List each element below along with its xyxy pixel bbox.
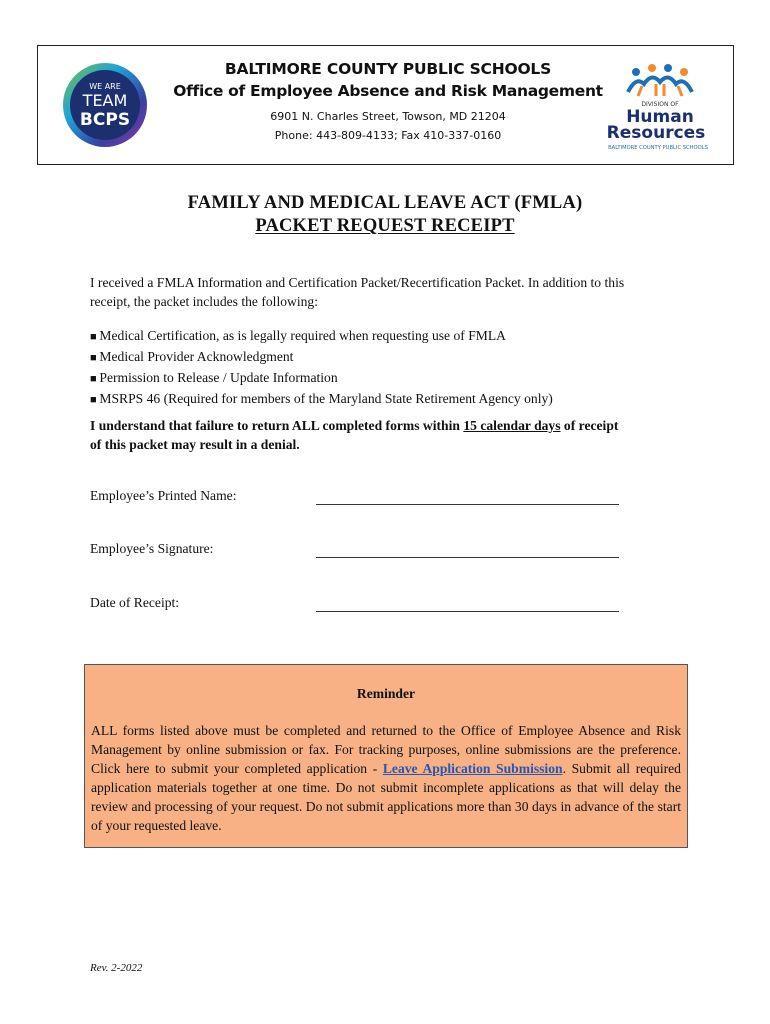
form-title: FAMILY AND MEDICAL LEAVE ACT (FMLA) bbox=[187, 193, 583, 213]
svg-text:BCPS: BCPS bbox=[79, 110, 131, 130]
svg-text:Resources: Resources bbox=[606, 123, 706, 143]
reminder-text: ALL forms listed above must be completed and returned to the Office of Employee Absence and Risk Management by online submission or fax. For tracking purposes, online submissions are the preference. Click here to submit your completed application - Leave Application Submission. Submit all required application materials together at one time. Do not submit incomplete applications as that will delay the review and processing of your request. Do not submit applications more than 30 days in advance of the start of your requested leave. bbox=[91, 723, 681, 833]
signature-field[interactable] bbox=[316, 541, 619, 558]
leave-application-submission-link[interactable]: Leave Application Submission bbox=[382, 761, 563, 776]
office-address: 6901 N. Charles Street, Towson, MD 21204 bbox=[270, 110, 506, 123]
list-item: ■ Medical Certification, as is legally required when requesting use of FMLA bbox=[90, 326, 685, 347]
list-item: ■ Permission to Release / Update Information bbox=[90, 368, 685, 389]
revision-label: Rev. 2-2022 bbox=[90, 962, 143, 974]
letterhead bbox=[37, 45, 734, 165]
form-subtitle: PACKET REQUEST RECEIPT bbox=[255, 216, 515, 236]
people-figures-icon bbox=[628, 64, 692, 96]
printed-name-label: Employee’s Printed Name: bbox=[90, 488, 237, 503]
date-of-receipt-field[interactable] bbox=[316, 595, 619, 612]
svg-text:BALTIMORE COUNTY PUBLIC SCHOOL: BALTIMORE COUNTY PUBLIC SCHOOLS bbox=[608, 145, 708, 151]
list-item: ■ Medical Provider Acknowledgment bbox=[90, 347, 685, 368]
office-name: Office of Employee Absence and Risk Management bbox=[173, 82, 603, 100]
reminder-title: Reminder bbox=[356, 686, 416, 701]
signature-label: Employee’s Signature: bbox=[90, 541, 214, 556]
svg-text:DIVISION OF: DIVISION OF bbox=[641, 101, 679, 108]
svg-text:Human: Human bbox=[626, 107, 694, 127]
printed-name-field[interactable] bbox=[316, 488, 619, 505]
date-of-receipt-label: Date of Receipt: bbox=[90, 595, 180, 610]
deadline-warning: I understand that failure to return ALL completed forms within 15 calendar days of receipt of this packet may result in a denial. bbox=[90, 418, 619, 452]
intro-paragraph: I received a FMLA Information and Certification Packet/Recertification Packet. In addition to this receipt, the packet includes the following: bbox=[90, 275, 625, 309]
svg-text:TEAM: TEAM bbox=[82, 91, 128, 110]
human-resources-logo bbox=[598, 62, 718, 154]
reminder-box bbox=[84, 664, 688, 848]
svg-text:WE ARE: WE ARE bbox=[89, 82, 121, 91]
organization-name: BALTIMORE COUNTY PUBLIC SCHOOLS bbox=[224, 60, 552, 78]
list-item: ■ MSRPS 46 (Required for members of the Maryland State Retirement Agency only) bbox=[90, 389, 685, 410]
packet-contents-list bbox=[90, 326, 685, 410]
office-phone: Phone: 443-809-4133; Fax 410-337-0160 bbox=[274, 129, 502, 142]
team-bcps-logo bbox=[62, 62, 148, 148]
